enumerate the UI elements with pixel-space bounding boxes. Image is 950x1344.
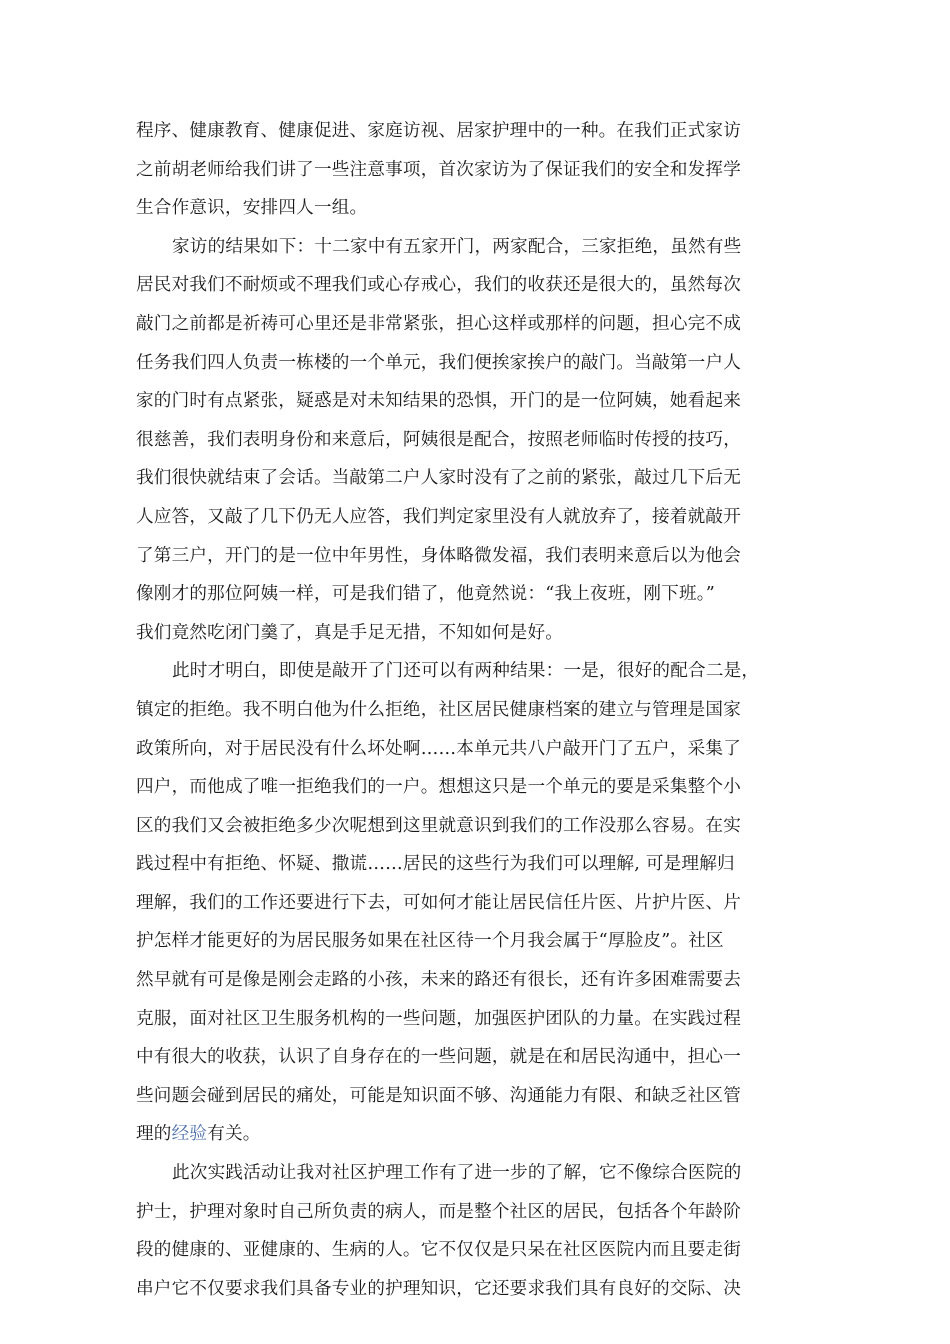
paragraph-3 [136,652,816,1154]
text-line: 此次实践活动让我对社区护理工作有了进一步的了解，它不像综合医院的 [172,1163,742,1184]
text-segment: 有关。 [207,1124,261,1145]
text-line: 了第三户，开门的是一位中年男性，身体略微发福，我们表明来意后以为他会 [136,545,741,566]
paragraph-4 [136,1154,816,1308]
text-line: 之前胡老师给我们讲了一些注意事项，首次家访为了保证我们的安全和发挥学 [136,159,741,180]
text-line: 此时才明白，即使是敲开了门还可以有两种结果：一是，很好的配合二是， [172,661,760,682]
text-line: 像刚才的那位阿姨一样，可是我们错了，他竟然说：“我上夜班，刚下班。” [136,584,715,605]
text-line: 护怎样才能更好的为居民服务如果在社区待一个月我会属于“厚脸皮”。社区 [136,931,724,952]
text-line: 家的门时有点紧张，疑惑是对未知结果的恐惧，开门的是一位阿姨，她看起来 [136,391,741,412]
paragraph-2 [136,228,816,653]
text-line: 段的健康的、亚健康的、生病的人。它不仅仅是只呆在社区医院内而且要走街 [136,1240,741,1261]
text-line: 我们竟然吃闭门羹了，真是手足无措，不知如何是好。 [136,622,564,643]
text-line: 区的我们又会被拒绝多少次呢想到这里就意识到我们的工作没那么容易。在实 [136,815,741,836]
experience-link[interactable]: 经验 [171,1124,208,1145]
text-line: 人应答，又敲了几下仍无人应答，我们判定家里没有人就放弃了，接着就敲开 [136,506,741,527]
text-line: 理解，我们的工作还要进行下去，可如何才能让居民信任片医、片护片医、片 [136,892,741,913]
text-line: 串户它不仅要求我们具备专业的护理知识，它还要求我们具有良好的交际、决 [136,1278,741,1299]
text-line: 生合作意识，安排四人一组。 [136,198,368,219]
text-line: 政策所向，对于居民没有什么坏处啊……本单元共八户敲开门了五户，采集了 [136,738,741,759]
text-line: 四户，而他成了唯一拒绝我们的一户。想想这只是一个单元的要是采集整个小 [136,777,741,798]
text-line: 镇定的拒绝。我不明白他为什么拒绝，社区居民健康档案的建立与管理是国家 [136,699,741,720]
text-line: 践过程中有拒绝、怀疑、撒谎……居民的这些行为我们可以理解, 可是理解归 [136,854,735,875]
text-line: 居民对我们不耐烦或不理我们或心存戒心，我们的收获还是很大的，虽然每次 [136,275,741,296]
text-line: 很慈善，我们表明身份和来意后，阿姨很是配合，按照老师临时传授的技巧， [136,429,741,450]
text-line: 家访的结果如下：十二家中有五家开门，两家配合，三家拒绝，虽然有些 [172,236,742,257]
text-line: 敲门之前都是祈祷可心里还是非常紧张，担心这样或那样的问题，担心完不成 [136,313,741,334]
text-line: 我们很快就结束了会话。当敲第二户人家时没有了之前的紧张，敲过几下后无 [136,468,741,489]
text-line: 任务我们四人负责一栋楼的一个单元，我们便挨家挨户的敲门。当敲第一户人 [136,352,741,373]
text-line: 些问题会碰到居民的痛处，可能是知识面不够、沟通能力有限、和缺乏社区管 [136,1085,741,1106]
text-line: 程序、健康教育、健康促进、家庭访视、居家护理中的一种。在我们正式家访 [136,121,741,141]
text-line: 然早就有可是像是刚会走路的小孩，未来的路还有很长，还有许多困难需要去 [136,970,741,991]
text-line: 克服，面对社区卫生服务机构的一些问题，加强医护团队的力量。在实践过程 [136,1008,741,1029]
text-line: 中有很大的收获，认识了自身存在的一些问题，就是在和居民沟通中，担心一 [136,1047,741,1068]
text-line: 护士，护理对象时自己所负责的病人，而是整个社区的居民，包括各个年龄阶 [136,1201,741,1222]
text-line [136,1115,816,1154]
text-segment: 理的 [136,1124,172,1145]
document-page [136,112,816,1308]
paragraph-1 [136,112,816,228]
